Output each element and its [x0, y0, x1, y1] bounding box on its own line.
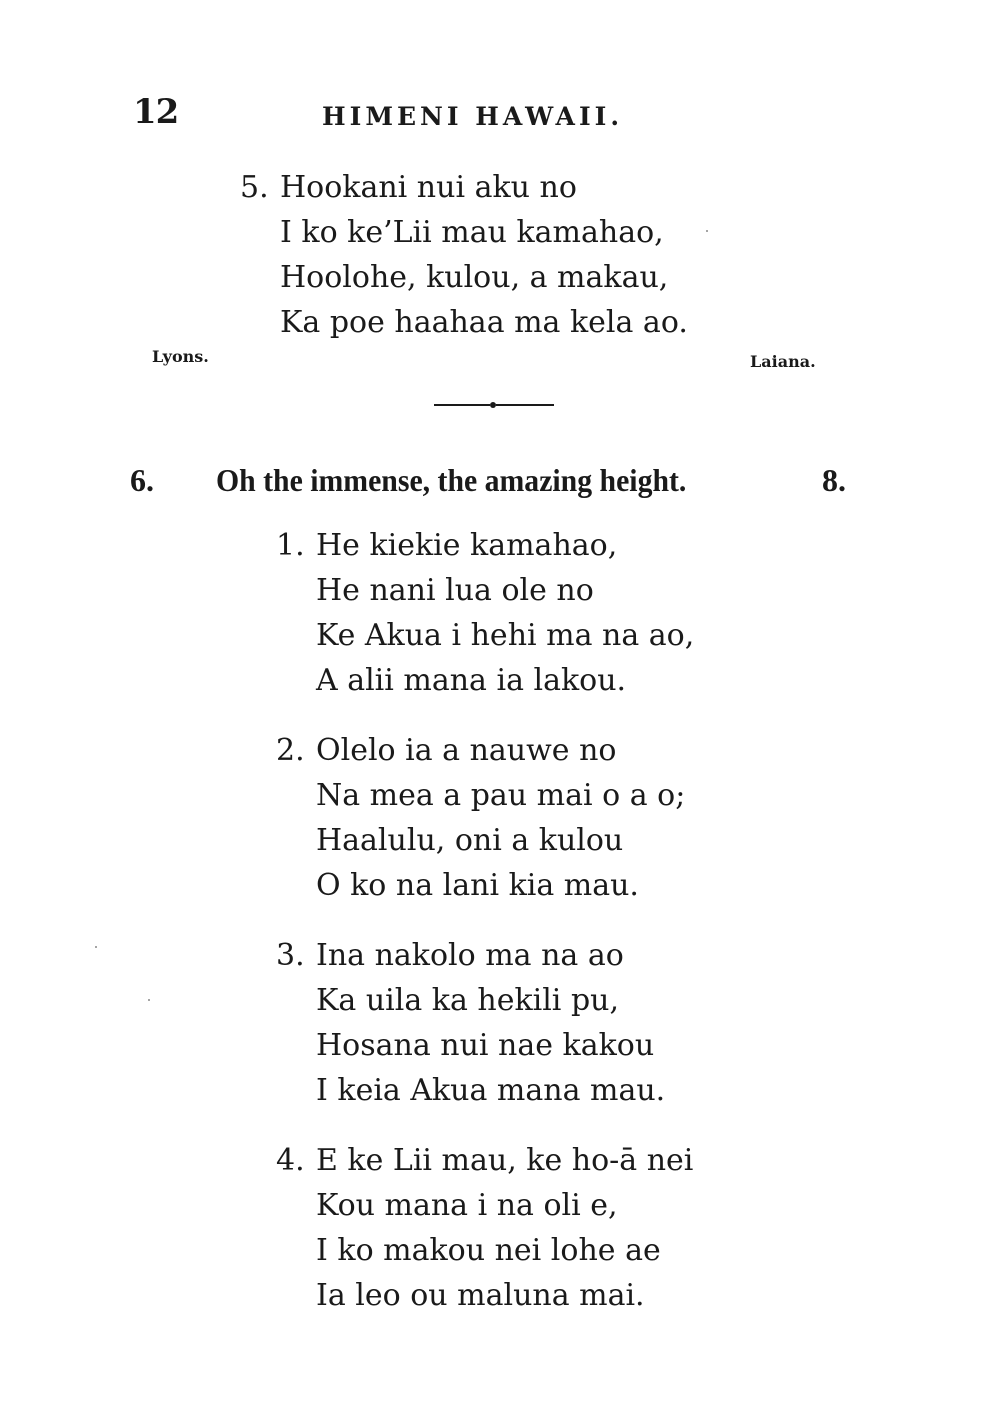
verse-line: E ke Lii mau, ke ho-ā nei	[316, 1143, 694, 1178]
verse-line: I ko ke’Lii mau kamahao,	[280, 215, 664, 250]
verse-line: Hoolohe, kulou, a makau,	[280, 260, 669, 295]
verse-line: Ka poe haahaa ma kela ao.	[280, 305, 688, 340]
verse-line: Hosana nui nae kakou	[316, 1028, 655, 1063]
verse-line: I ko makou nei lohe ae	[316, 1233, 661, 1268]
verse-line: Kou mana i na oli e,	[316, 1188, 618, 1223]
stanza-first-line	[240, 165, 688, 210]
scan-speck	[706, 230, 708, 232]
previous-hymn-stanza-5	[240, 165, 688, 345]
hymn-stanza-2	[276, 728, 686, 908]
verse-line: He nani lua ole no	[316, 573, 594, 608]
stanza-number: 1.	[276, 528, 305, 563]
running-title: HIMENI HAWAII.	[322, 102, 624, 131]
verse-line: He kiekie kamahao,	[316, 528, 618, 563]
stanza-first-line	[276, 933, 665, 978]
stanza-number: 3.	[276, 938, 305, 973]
stanza-first-line	[276, 523, 694, 568]
verse-line: Hookani nui aku no	[280, 170, 577, 205]
hymn-stanza-3	[276, 933, 666, 1113]
composer-credit: Lyons.	[152, 347, 209, 366]
verse-line: Haalulu, oni a kulou	[316, 823, 624, 858]
stanza-first-line	[276, 728, 685, 773]
hymn-stanza-4	[276, 1138, 694, 1318]
stanza-first-line	[276, 1138, 694, 1183]
section-divider	[434, 403, 554, 407]
hymn-title: Oh the immense, the amazing height.	[216, 462, 687, 498]
hymn-number: 6.	[130, 462, 154, 498]
verse-line: A alii mana ia lakou.	[316, 663, 627, 698]
page-number: 12	[133, 92, 179, 132]
hymn-stanza-1	[276, 523, 695, 703]
stanza-number: 5.	[240, 170, 269, 205]
stanza-number: 2.	[276, 733, 305, 768]
verse-line: Ia leo ou maluna mai.	[316, 1278, 645, 1313]
scan-speck	[148, 999, 150, 1001]
verse-line: Olelo ia a nauwe no	[316, 733, 617, 768]
verse-line: Ka uila ka hekili pu,	[316, 983, 620, 1018]
scan-speck	[95, 946, 97, 948]
verse-line: O ko na lani kia mau.	[316, 868, 639, 903]
stanza-number: 4.	[276, 1143, 305, 1178]
translator-credit: Laiana.	[750, 352, 816, 371]
verse-line: I keia Akua mana mau.	[316, 1073, 666, 1108]
hymn-meter: 8.	[822, 462, 846, 498]
verse-line: Na mea a pau mai o a o;	[316, 778, 686, 813]
verse-line: Ke Akua i hehi ma na ao,	[316, 618, 695, 653]
verse-line: Ina nakolo ma na ao	[316, 938, 624, 973]
